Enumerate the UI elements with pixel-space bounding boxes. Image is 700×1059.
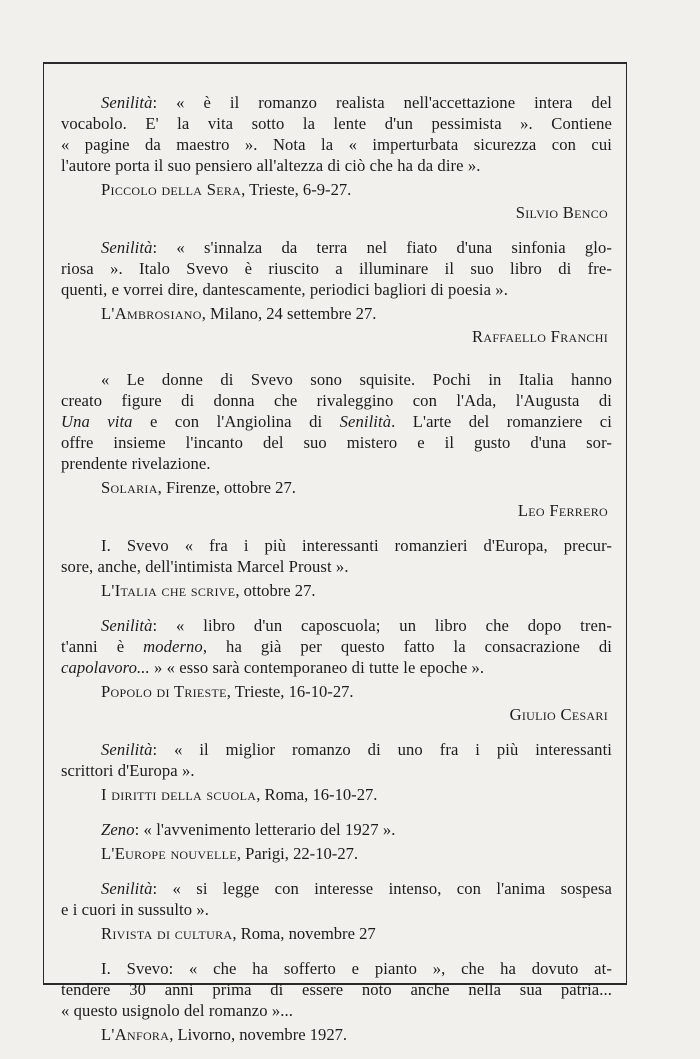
quote-text: prendente rivelazione. <box>61 454 211 473</box>
quote-text: : « è il romanzo realista nell'accettazione intera del <box>152 93 612 112</box>
publication-name: Piccolo della Sera <box>101 180 242 199</box>
review-quote <box>61 369 612 474</box>
quote-text: quenti, e vorrei dire, dantescamente, periodici bagliori di poesia ». <box>61 280 508 299</box>
publication-name: L'Europe nouvelle <box>101 844 237 863</box>
reviews-list <box>61 92 612 1059</box>
publication-details: , Firenze, ottobre 27. <box>157 478 296 497</box>
review-entry <box>61 739 612 805</box>
review-source <box>101 580 612 601</box>
review-source <box>101 843 612 864</box>
review-quote <box>61 535 612 577</box>
publication-details: , Parigi, 22-10-27. <box>236 844 359 863</box>
quote-text: : « il miglior romanzo di uno fra i più interessanti <box>152 740 612 759</box>
quote-text: e con l'Angiolina di <box>132 412 340 431</box>
review-source <box>101 923 612 944</box>
quote-text: : « si legge con interesse intenso, con l'anima sospesa <box>152 879 612 898</box>
quote-text: : « libro d'un caposcuola; un libro che dopo tren- <box>152 616 612 635</box>
review-quote <box>61 92 612 176</box>
book-title: Senilità <box>339 412 392 431</box>
review-quote <box>61 958 612 1021</box>
book-title: Una vita <box>61 412 133 431</box>
quote-text: . L'arte del romanziere ci <box>391 412 612 431</box>
publication-name: L'Italia che scrive <box>101 581 236 600</box>
quote-text: vocabolo. E' la vita sotto la lente d'un pessimista ». Contiene <box>61 114 612 133</box>
quote-text: tendere 30 anni prima di essere noto anche nella sua patria... <box>61 980 612 999</box>
review-author: Giulio Cesari <box>509 705 608 724</box>
review-quote <box>61 878 612 920</box>
review-author: Silvio Benco <box>515 203 608 222</box>
review-source <box>101 784 612 805</box>
review-quote <box>61 739 612 781</box>
publication-details: , Roma, novembre 27 <box>232 924 376 943</box>
quote-text: I. Svevo « fra i più interessanti romanzieri d'Europa, precur- <box>101 536 612 555</box>
review-entry <box>61 237 612 347</box>
quote-text: , ha già per questo fatto la consacrazione di <box>202 637 613 656</box>
review-entry <box>61 535 612 601</box>
review-entry <box>61 819 612 864</box>
publication-name: Solaria <box>101 478 158 497</box>
quote-text: sore, anche, dell'intimista Marcel Proust ». <box>61 557 349 576</box>
quote-text: riosa ». Italo Svevo è riuscito a illuminare il suo libro di fre- <box>61 259 612 278</box>
review-quote <box>61 819 612 840</box>
quote-text: offre insieme l'incanto del suo mistero e il gusto d'una sor- <box>61 433 612 452</box>
publication-name: Popolo di Trieste <box>101 682 227 701</box>
publication-details: , ottobre 27. <box>235 581 316 600</box>
emphasis: moderno <box>143 637 203 656</box>
review-source <box>101 303 612 324</box>
review-entry <box>61 958 612 1045</box>
review-source <box>101 179 612 200</box>
review-entry <box>61 369 612 521</box>
review-author: Leo Ferrero <box>517 501 608 520</box>
publication-details: , Livorno, novembre 1927. <box>169 1025 348 1044</box>
review-entry <box>61 615 612 725</box>
quote-text: » « esso sarà contemporaneo di tutte le epoche ». <box>149 658 485 677</box>
review-quote <box>61 237 612 300</box>
publication-name: Rivista di cultura <box>101 924 233 943</box>
publication-details: , Trieste, 16-10-27. <box>226 682 354 701</box>
book-title: Senilità <box>101 93 153 112</box>
emphasis: capolavoro... <box>61 658 150 677</box>
quote-text: e i cuori in sussulto ». <box>61 900 210 919</box>
book-title: Senilità <box>101 740 153 759</box>
review-source <box>101 1024 612 1045</box>
review-author: Raffaello Franchi <box>472 327 608 346</box>
quote-text: creato figure di donna che rivaleggino con l'Ada, l'Augusta di <box>61 391 612 410</box>
review-source <box>101 477 612 498</box>
quote-text: t'anni è <box>61 637 144 656</box>
quote-text: « Le donne di Svevo sono squisite. Pochi in Italia hanno <box>101 370 612 389</box>
quote-text: : « s'innalza da terra nel fiato d'una sinfonia glo- <box>152 238 612 257</box>
publication-details: , Trieste, 6-9-27. <box>241 180 352 199</box>
review-entry <box>61 878 612 944</box>
review-entry <box>61 92 612 223</box>
publication-details: , Milano, 24 settembre 27. <box>201 304 377 323</box>
publication-details: , Roma, 16-10-27. <box>256 785 378 804</box>
review-source <box>101 681 612 702</box>
review-quote <box>61 615 612 678</box>
publication-name: I diritti della scuola <box>101 785 257 804</box>
book-title: Senilità <box>101 238 153 257</box>
quote-text: I. Svevo: « che ha sofferto e pianto », che ha dovuto at- <box>101 959 612 978</box>
quote-text: « questo usignolo del romanzo »... <box>61 1001 293 1020</box>
publication-name: L'Ambrosiano <box>101 304 202 323</box>
book-title: Zeno <box>101 820 135 839</box>
quote-text: « pagine da maestro ». Nota la « imperturbata sicurezza con cui <box>61 135 612 154</box>
publication-name: L'Anfora <box>101 1025 170 1044</box>
quote-text: scrittori d'Europa ». <box>61 761 195 780</box>
book-title: Senilità <box>101 616 153 635</box>
book-title: Senilità <box>101 879 153 898</box>
quote-text: : « l'avvenimento letterario del 1927 ». <box>134 820 396 839</box>
quote-text: l'autore porta il suo pensiero all'altezza di ciò che ha da dire ». <box>61 156 481 175</box>
